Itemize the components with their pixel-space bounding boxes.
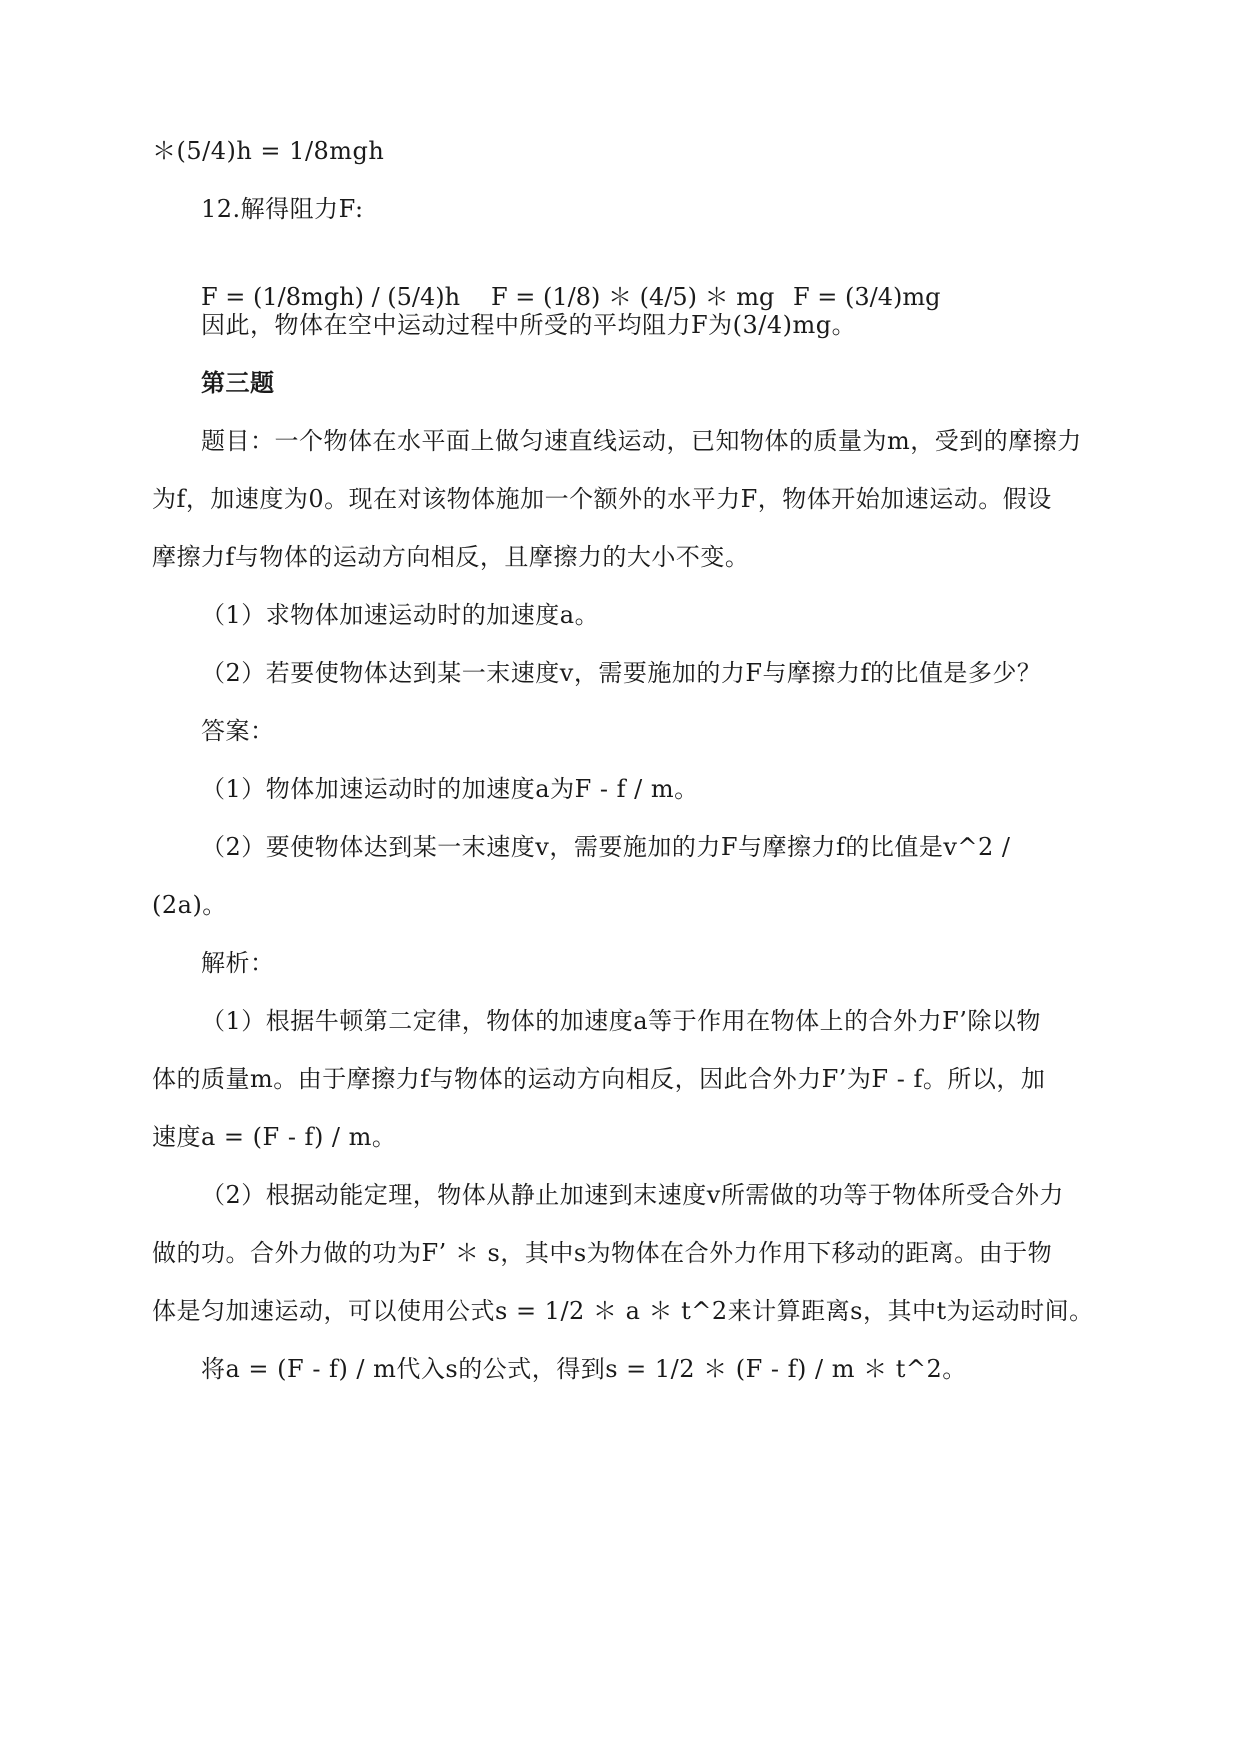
answer-2: （2）要使物体达到某一末速度v，需要施加的力F与摩擦力f的比值是v^2 / (201, 833, 1011, 861)
problem-text-line: 摩擦力f与物体的运动方向相反，且摩擦力的大小不变。 (152, 543, 750, 571)
problem-text-line: 题目：一个物体在水平面上做匀速直线运动，已知物体的质量为m，受到的摩擦力 (201, 427, 1082, 455)
equation-row (201, 282, 1101, 312)
analysis-text-line: （2）根据动能定理，物体从静止加速到末速度v所需做的功等于物体所受合外力 (201, 1181, 1064, 1209)
analysis-text-line: 体是匀加速运动，可以使用公式s = 1/2 ＊ a ＊ t^2来计算距离s，其中t为运动时间。 (152, 1297, 1094, 1325)
text-line: ＊(5/4)h = 1/8mgh (152, 137, 385, 165)
answer-1: （1）物体加速运动时的加速度a为F - f / m。 (201, 775, 699, 803)
section-heading: 第三题 (201, 369, 275, 397)
question-2: （2）若要使物体达到某一末速度v，需要施加的力F与摩擦力f的比值是多少？ (201, 659, 1042, 687)
analysis-heading: 解析： (201, 949, 275, 977)
problem-text-line: 为f，加速度为0。现在对该物体施加一个额外的水平力F，物体开始加速运动。假设 (152, 485, 1052, 513)
step-12-heading: 12.解得阻力F: (201, 195, 364, 223)
equation-1: F = (1/8mgh) / (5/4)h (201, 283, 461, 311)
answer-2-continued: (2a)。 (152, 891, 227, 919)
answer-heading: 答案： (201, 717, 275, 745)
analysis-text-line: 速度a = (F - f) / m。 (152, 1123, 397, 1151)
analysis-text-line: 体的质量m。由于摩擦力f与物体的运动方向相反，因此合外力F’为F - f。所以，加 (152, 1065, 1046, 1093)
analysis-text-line: （1）根据牛顿第二定律，物体的加速度a等于作用在物体上的合外力F’除以物 (201, 1007, 1041, 1035)
analysis-text-line: 将a = (F - f) / m代入s的公式，得到s = 1/2 ＊ (F - f) / m ＊ t^2。 (201, 1355, 967, 1383)
analysis-text-line: 做的功。合外力做的功为F’ ＊ s，其中s为物体在合外力作用下移动的距离。由于物 (152, 1239, 1053, 1267)
question-1: （1）求物体加速运动时的加速度a。 (201, 601, 600, 629)
equation-3: F = (3/4)mg (793, 283, 941, 311)
conclusion-line: 因此，物体在空中运动过程中所受的平均阻力F为(3/4)mg。 (201, 311, 857, 339)
equation-2: F = (1/8) ＊ (4/5) ＊ mg (491, 283, 775, 311)
